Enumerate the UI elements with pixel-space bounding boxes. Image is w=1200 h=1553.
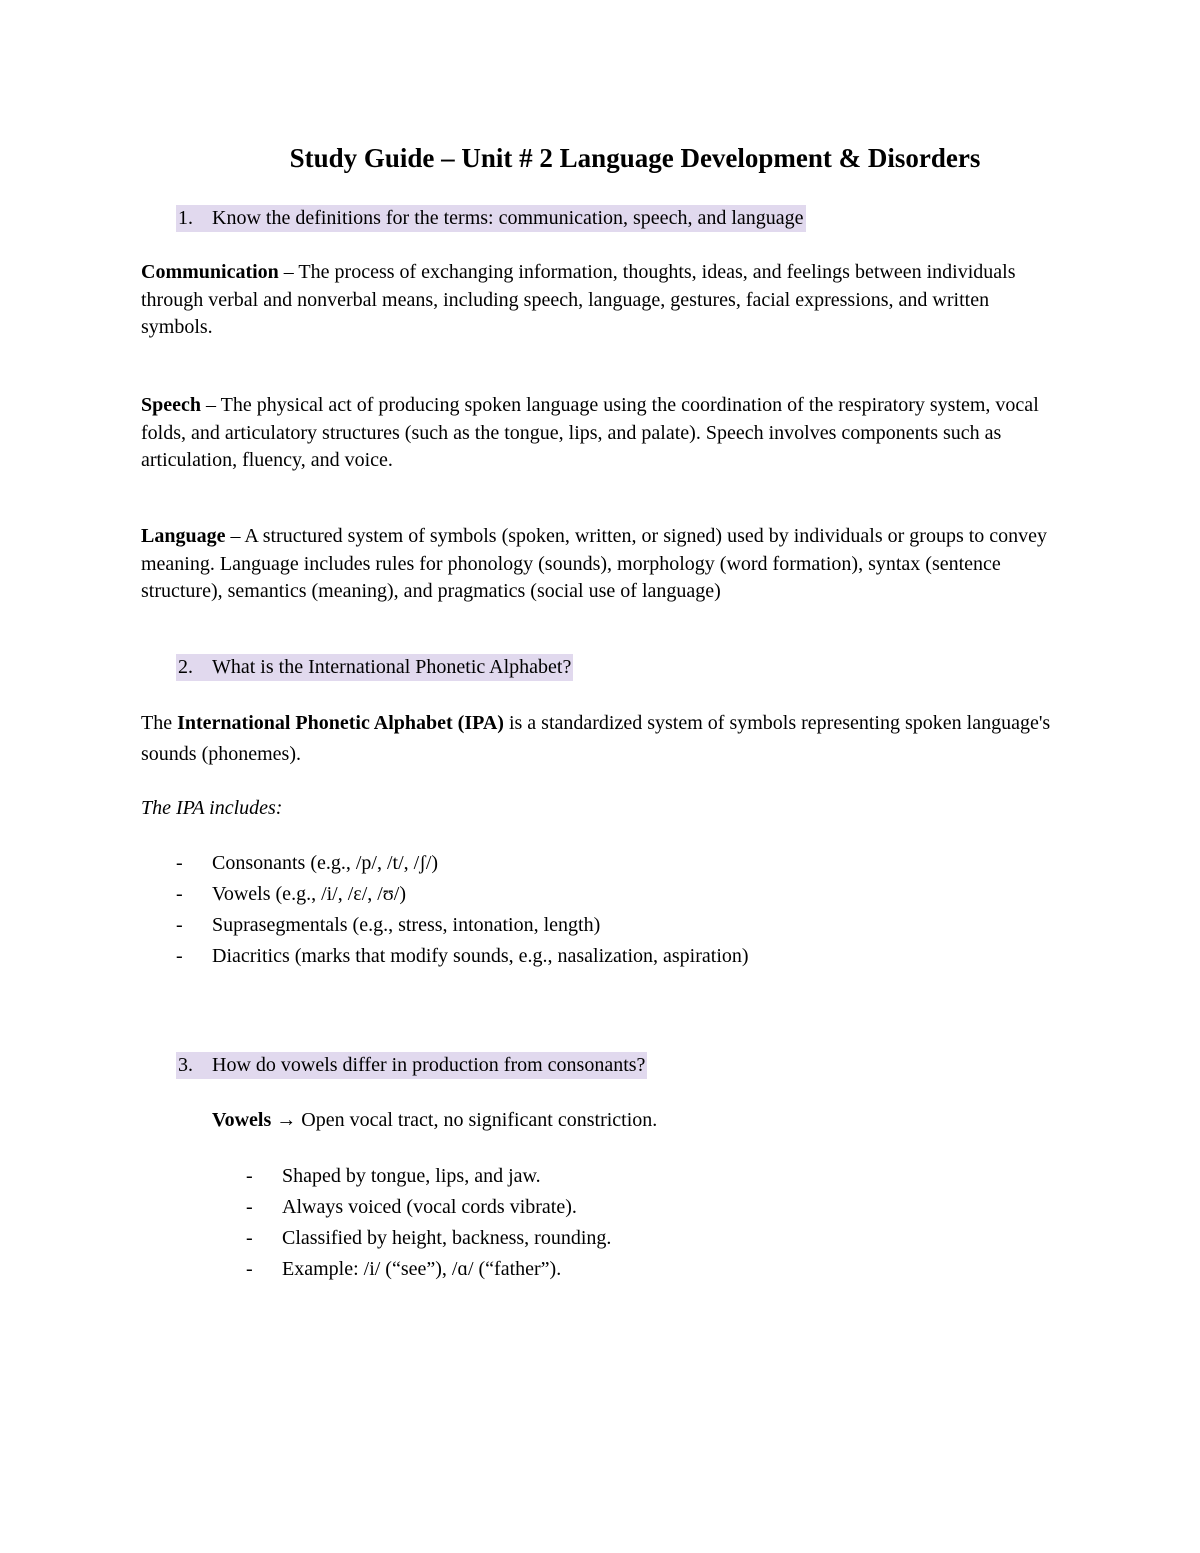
vowels-term: Vowels	[212, 1109, 272, 1131]
ipa-prefix: The	[141, 712, 178, 734]
vowels-list-item	[246, 1161, 611, 1192]
question-2-number: 2.	[178, 656, 193, 678]
vowels-text: Open vocal tract, no significant constriction.	[301, 1109, 658, 1131]
bullet-dash: -	[246, 1165, 253, 1187]
vowels-arrow: →	[271, 1109, 302, 1131]
language-term: Language	[141, 525, 226, 547]
ipa-includes-heading: The IPA includes:	[141, 797, 283, 819]
ipa-list-item	[176, 848, 749, 879]
vowels-list	[246, 1161, 612, 1285]
vowels-list-item	[246, 1254, 611, 1285]
question-1	[176, 205, 806, 232]
bullet-dash: -	[176, 852, 183, 874]
question-1-highlight	[176, 205, 806, 232]
question-2-highlight	[176, 654, 573, 681]
bullet-dash: -	[246, 1227, 253, 1249]
vowels-list-item-text: Example: /i/ (“see”), /ɑ/ (“father”).	[282, 1258, 562, 1280]
question-1-number: 1.	[178, 207, 193, 229]
language-definition	[141, 523, 1061, 606]
speech-term: Speech	[141, 394, 201, 416]
document-title: Study Guide – Unit # 2 Language Development & Disorders	[289, 143, 981, 173]
question-2	[176, 654, 573, 681]
bullet-dash: -	[176, 914, 183, 936]
bullet-dash: -	[176, 883, 183, 905]
question-3-number: 3.	[178, 1054, 193, 1076]
communication-definition	[141, 259, 1061, 342]
communication-term: Communication	[141, 261, 279, 283]
language-text: – A structured system of symbols (spoken, written, or signed) used by individuals or groups to convey meaning. Language includes rules for phonology (sounds), morphology (word formation), syntax (sentence structure), semantics (meaning), and pragmatics (social use of language)	[141, 525, 1048, 602]
bullet-dash: -	[176, 945, 183, 967]
ipa-definition	[141, 708, 1061, 770]
ipa-text: is a standardized system of symbols representing spoken language's sounds (phonemes).	[141, 712, 1051, 765]
ipa-list-item-text: Consonants (e.g., /p/, /t/, /ʃ/)	[212, 852, 439, 874]
question-3	[176, 1052, 647, 1079]
vowels-list-item	[246, 1192, 611, 1223]
speech-definition	[141, 392, 1061, 475]
vowels-list-item-text: Always voiced (vocal cords vibrate).	[282, 1196, 577, 1218]
ipa-list-item	[176, 941, 749, 972]
ipa-includes-list	[176, 848, 749, 972]
ipa-list-item-text: Vowels (e.g., /i/, /ɛ/, /ʊ/)	[212, 883, 406, 905]
question-3-highlight	[176, 1052, 647, 1079]
ipa-term: International Phonetic Alphabet (IPA)	[177, 712, 504, 734]
question-1-text: Know the definitions for the terms: communication, speech, and language	[212, 207, 804, 229]
vowels-list-item	[246, 1223, 612, 1254]
vowels-list-item-text: Classified by height, backness, rounding.	[282, 1227, 612, 1249]
bullet-dash: -	[246, 1196, 253, 1218]
question-3-text: How do vowels differ in production from consonants?	[212, 1054, 646, 1076]
ipa-list-item-text: Diacritics (marks that modify sounds, e.g., nasalization, aspiration)	[212, 945, 749, 967]
vowels-definition	[212, 1107, 1132, 1135]
ipa-list-item-text: Suprasegmentals (e.g., stress, intonation, length)	[212, 914, 601, 936]
bullet-dash: -	[246, 1258, 253, 1280]
vowels-list-item-text: Shaped by tongue, lips, and jaw.	[282, 1165, 541, 1187]
ipa-list-item	[176, 879, 749, 910]
ipa-list-item	[176, 910, 749, 941]
communication-text: – The process of exchanging information, thoughts, ideas, and feelings between individuals through verbal and nonverbal means, including speech, language, gestures, facial expressions, and written symbols.	[141, 261, 1016, 338]
question-2-text: What is the International Phonetic Alphabet?	[212, 656, 572, 678]
speech-text: – The physical act of producing spoken language using the coordination of the respiratory system, vocal folds, and articulatory structures (such as the tongue, lips, and palate). Speech involves components such as articulation, fluency, and voice.	[141, 394, 1039, 471]
